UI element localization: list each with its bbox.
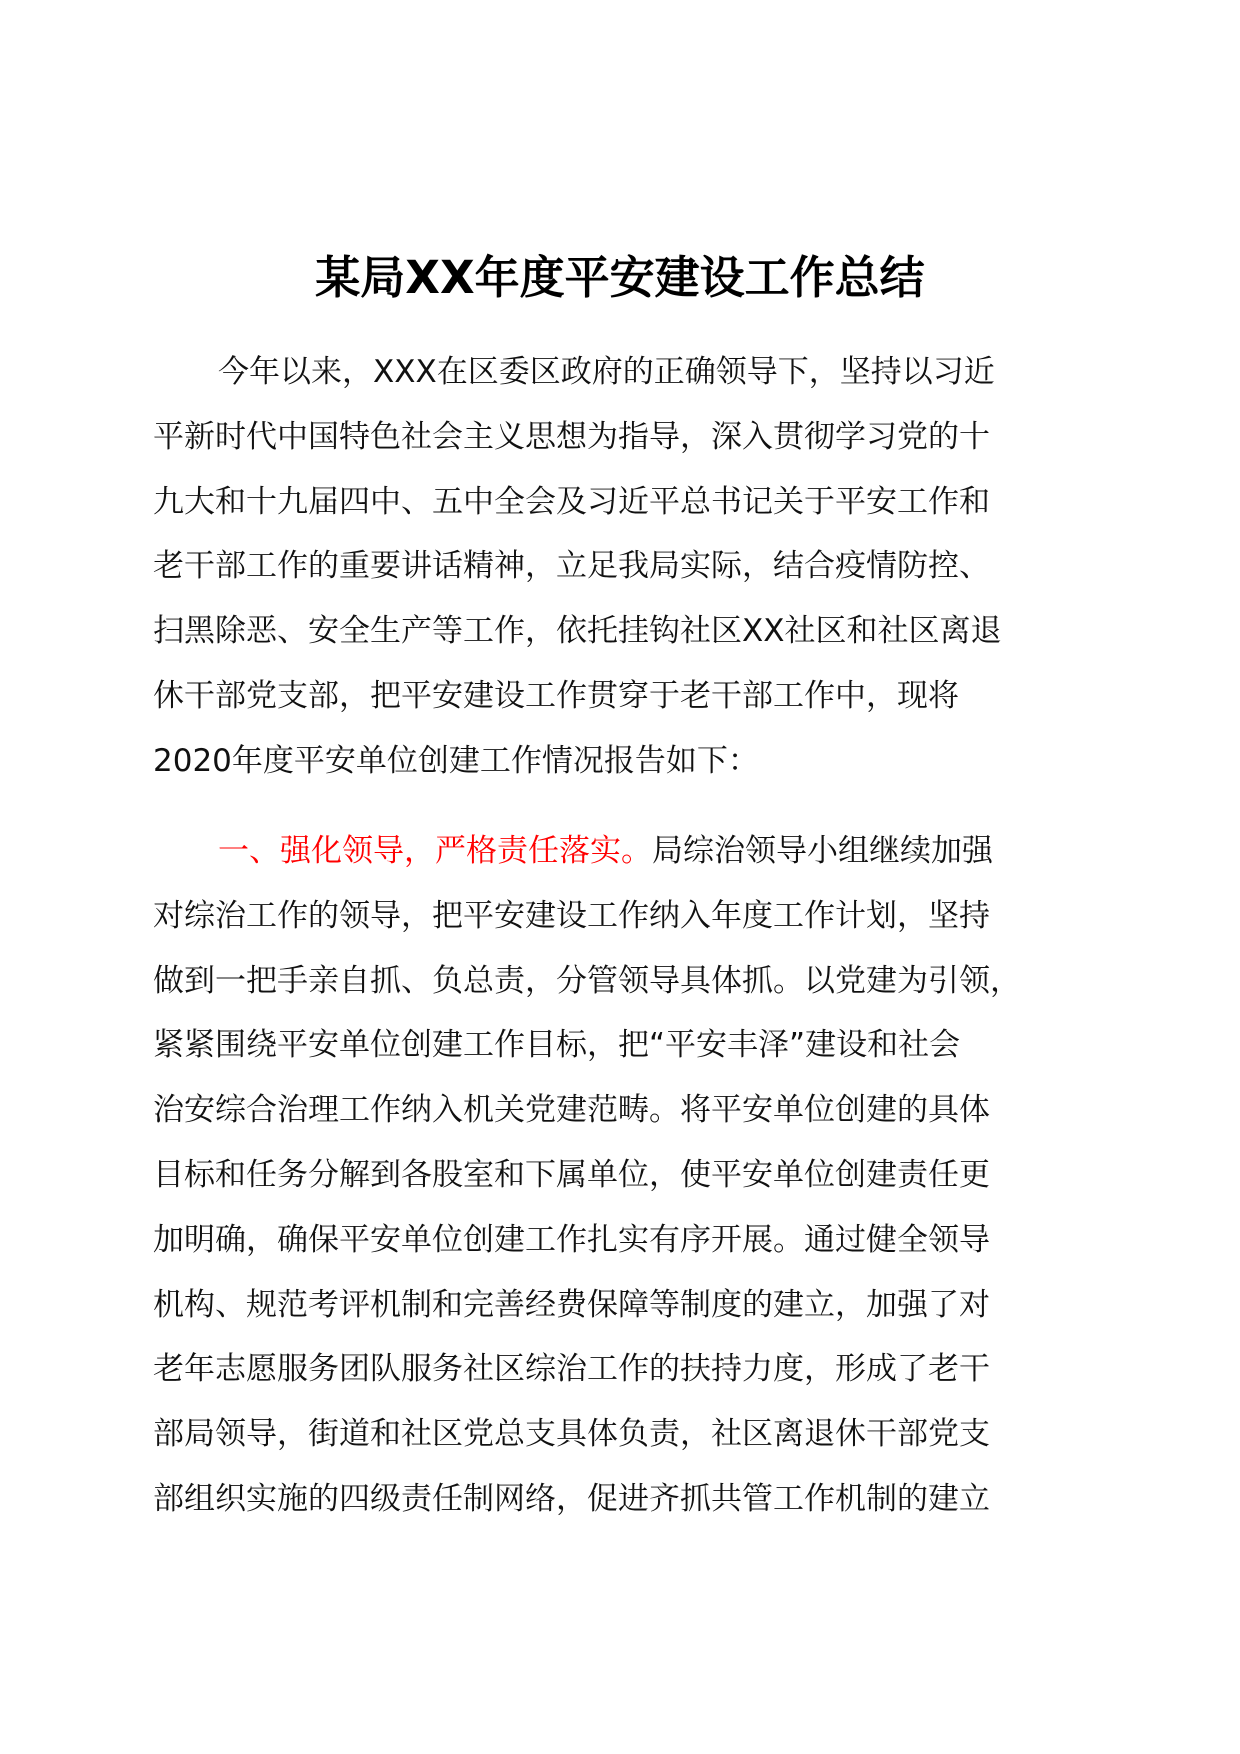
paragraph-line: 做到一把手亲自抓、负总责，分管领导具体抓。以党建为引领，: [153, 962, 1021, 999]
paragraph-line: 机构、规范考评机制和完善经费保障等制度的建立，加强了对: [153, 1286, 990, 1323]
paragraph-line: 今年以来，XXX在区委区政府的正确领导下，坚持以习近: [218, 354, 995, 390]
section-heading-line: [153, 819, 1103, 884]
paragraph-line: 老年志愿服务团队服务社区综治工作的扶持力度，形成了老干: [153, 1351, 990, 1388]
section-one-paragraph: [153, 819, 1103, 1532]
section-heading-rest: 局综治领导小组继续加强: [652, 833, 993, 869]
paragraph-line: 平新时代中国特色社会主义思想为指导，深入贯彻学习党的十: [153, 418, 990, 455]
paragraph-line: 加明确，确保平安单位创建工作扎实有序开展。通过健全领导: [153, 1221, 990, 1258]
paragraph-line: 目标和任务分解到各股室和下属单位，使平安单位创建责任更: [153, 1156, 990, 1193]
document-title: 某局XX年度平安建设工作总结: [315, 251, 925, 304]
paragraph-line: 对综治工作的领导，把平安建设工作纳入年度工作计划，坚持: [153, 897, 990, 934]
paragraph-line: 2020年度平安单位创建工作情况报告如下：: [153, 742, 759, 779]
intro-paragraph: [153, 340, 1103, 794]
paragraph-line: 部组织实施的四级责任制网络，促进齐抓共管工作机制的建立: [153, 1480, 990, 1517]
paragraph-line: 部局领导，街道和社区党总支具体负责，社区离退休干部党支: [153, 1416, 990, 1453]
paragraph-line: 老干部工作的重要讲话精神，立足我局实际，结合疫情防控、: [153, 548, 990, 585]
paragraph-line: 紧紧围绕平安单位创建工作目标，把“平安丰泽”建设和社会: [153, 1027, 961, 1064]
section-heading: 一、强化领导，严格责任落实。: [218, 833, 652, 869]
paragraph-line: 治安综合治理工作纳入机关党建范畴。将平安单位创建的具体: [153, 1092, 990, 1129]
paragraph-line: 休干部党支部，把平安建设工作贯穿于老干部工作中，现将: [153, 677, 959, 714]
paragraph-line: 扫黑除恶、安全生产等工作，依托挂钩社区XX社区和社区离退: [153, 613, 1002, 650]
paragraph-line: 九大和十九届四中、五中全会及习近平总书记关于平安工作和: [153, 483, 990, 520]
